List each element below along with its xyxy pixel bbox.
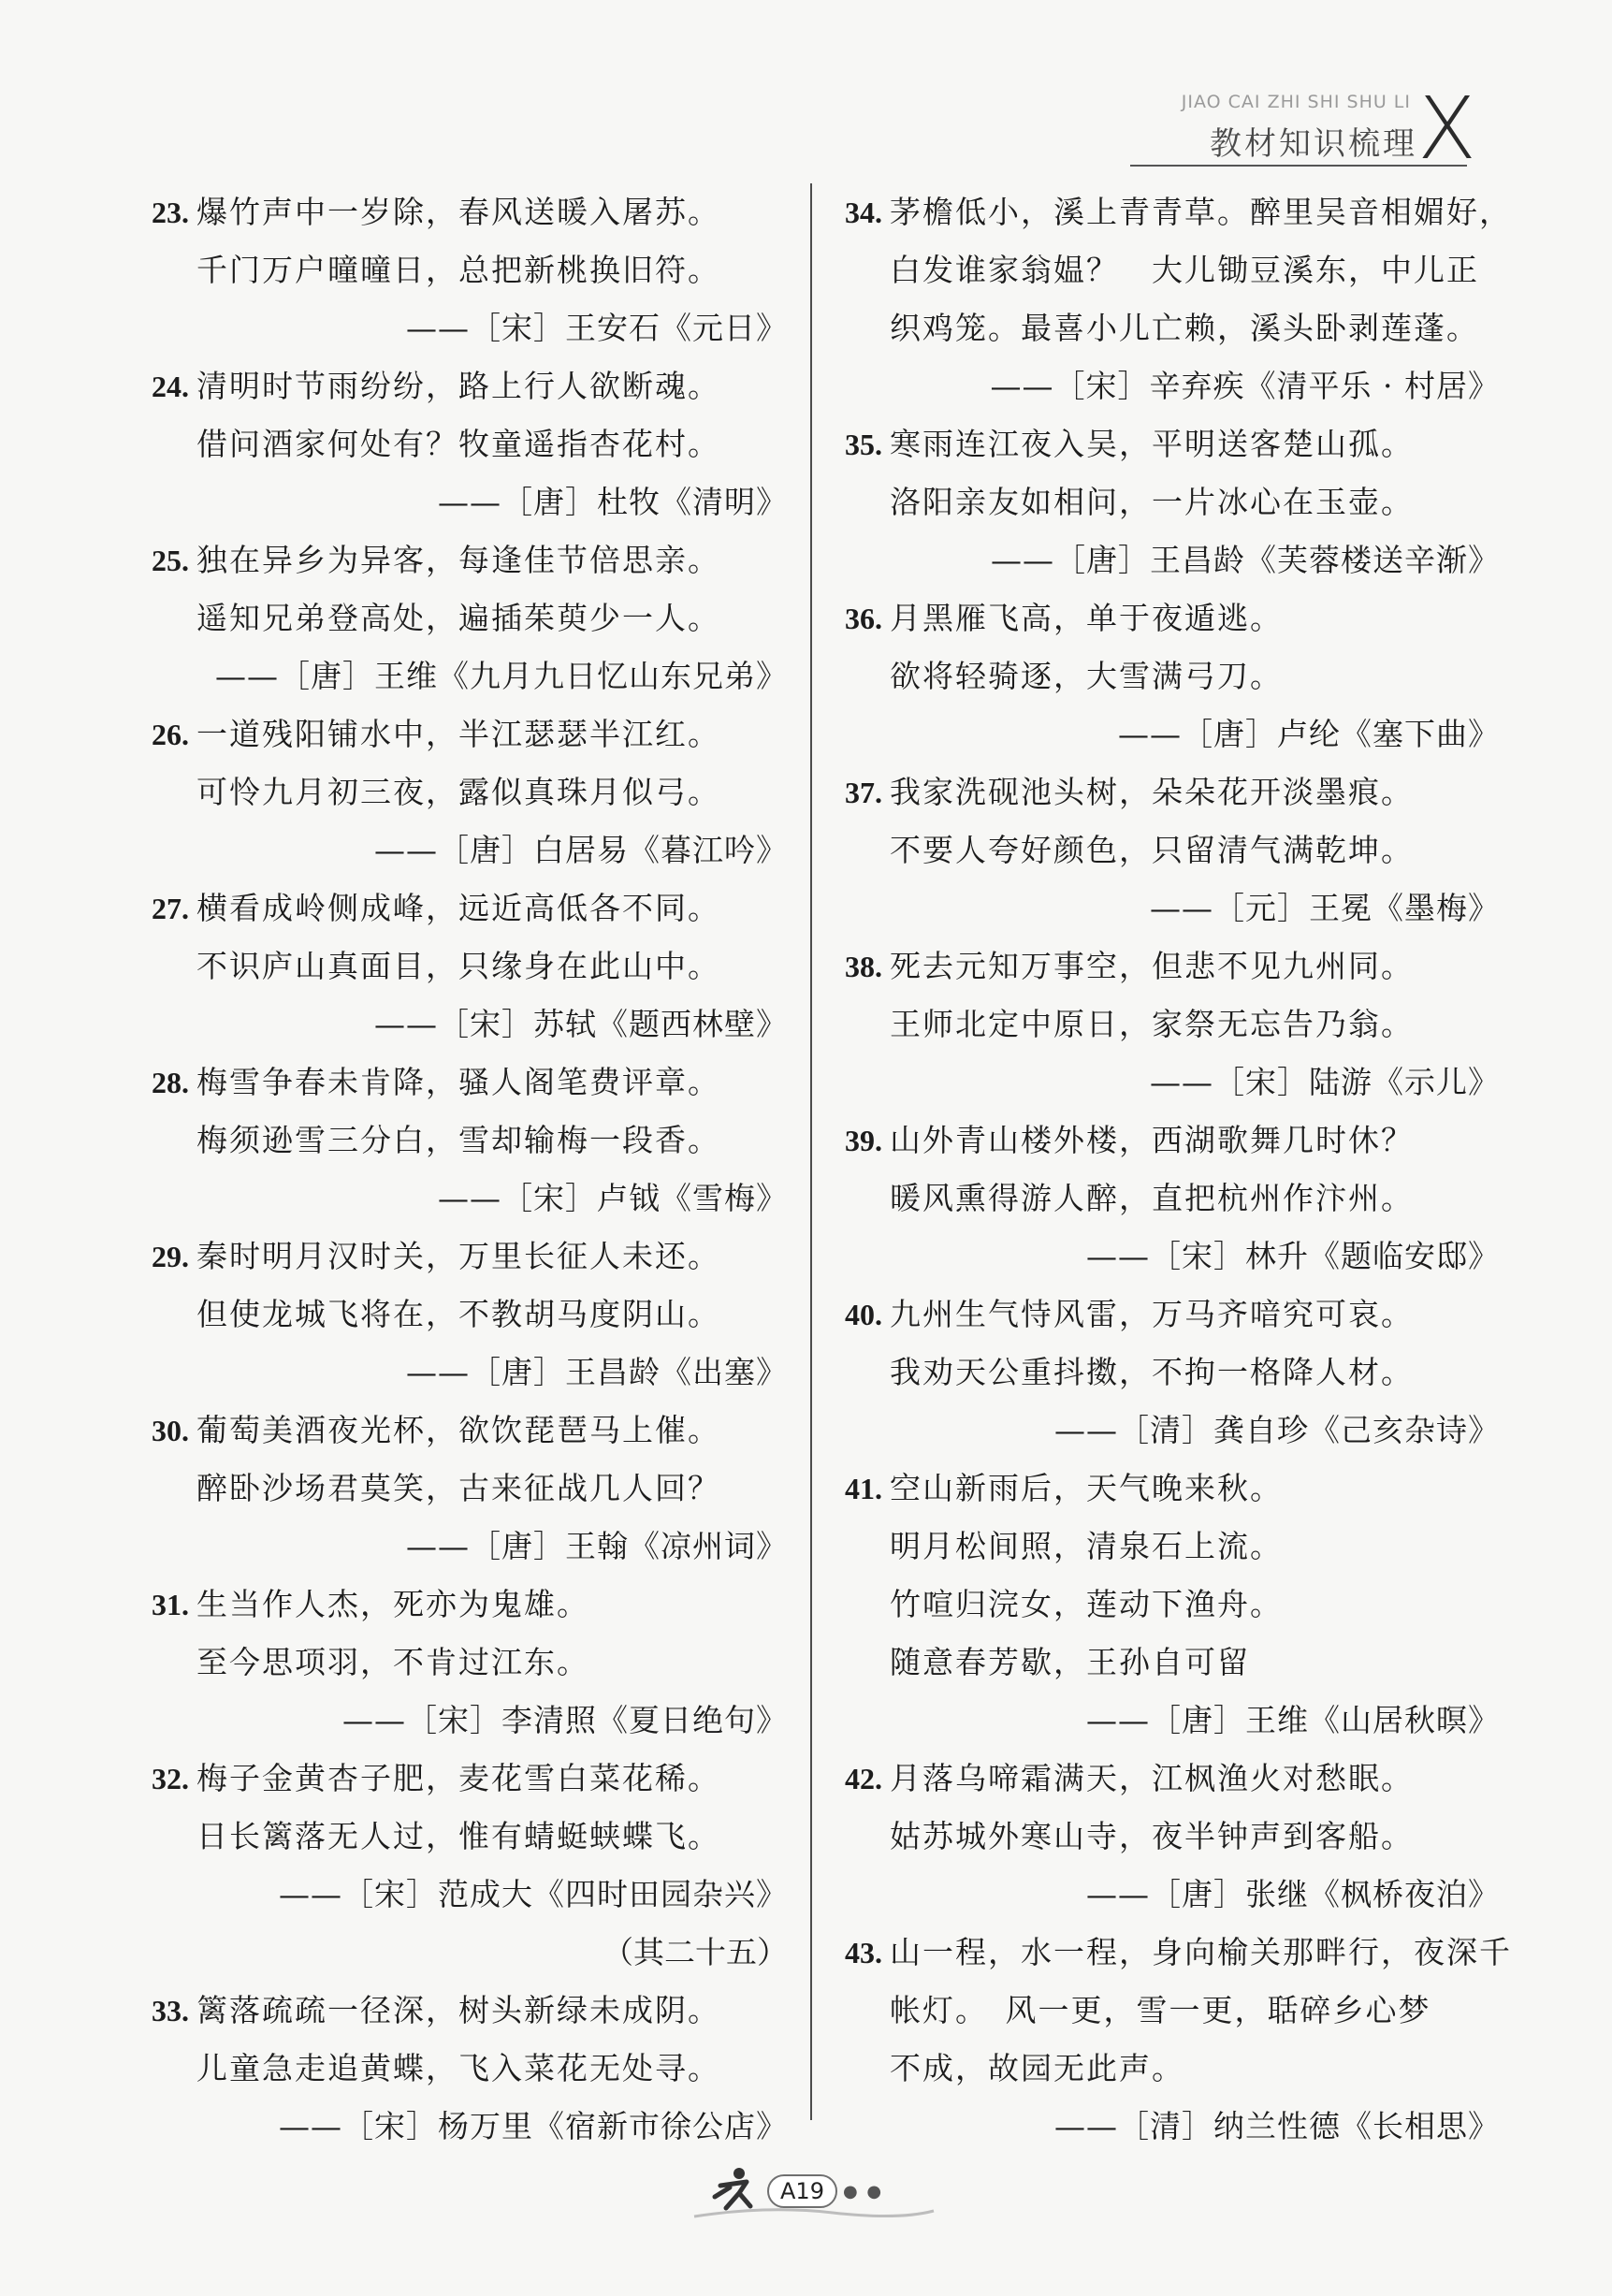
poem-entry bbox=[152, 1054, 788, 1228]
poem-entry bbox=[845, 1112, 1500, 1286]
poem-entry bbox=[845, 589, 1500, 763]
poem-entry bbox=[845, 415, 1500, 589]
poem-number: 38. bbox=[845, 950, 882, 983]
poem-number: 43. bbox=[845, 1936, 882, 1969]
poem-line-text: 至今思项羽，不肯过江东。 bbox=[196, 1644, 589, 1680]
poem-line-text: 我劝天公重抖擞，不拘一格降人材。 bbox=[890, 1354, 1414, 1390]
poem-line-text: 梅子金黄杏子肥，麦花雪白菜花稀。 bbox=[196, 1760, 720, 1796]
poem-line-text: 竹喧归浣女，莲动下渔舟。 bbox=[890, 1586, 1283, 1622]
poem-line bbox=[845, 1750, 1500, 1808]
poem-entry bbox=[152, 1228, 788, 1402]
poem-line-text: 不要人夸好颜色，只留清气满乾坤。 bbox=[890, 832, 1414, 868]
poem-line bbox=[845, 2040, 1500, 2098]
poem-attribution: ——［宋］范成大《四时田园杂兴》 bbox=[279, 1876, 788, 1912]
poem-line-text: 横看成岭侧成峰，远近高低各不同。 bbox=[196, 890, 720, 926]
poem-line bbox=[845, 299, 1500, 357]
poem-line-text: 月落乌啼霜满天，江枫渔火对愁眠。 bbox=[890, 1760, 1414, 1796]
poem-line bbox=[152, 705, 788, 763]
poem-line bbox=[845, 1518, 1500, 1576]
poem-line bbox=[845, 937, 1500, 995]
poem-attribution: ——［清］龚自珍《己亥杂诗》 bbox=[1054, 1412, 1500, 1448]
poem-line bbox=[845, 995, 1500, 1054]
poem-line bbox=[845, 1344, 1500, 1402]
poem-line bbox=[152, 1228, 788, 1286]
poem-line-text: 独在异乡为异客，每逢佳节倍思亲。 bbox=[196, 542, 720, 578]
poem-line-text: 可怜九月初三夜，露似真珠月似弓。 bbox=[196, 774, 720, 810]
poem-line bbox=[845, 1924, 1512, 1982]
footer-dots: ● ● bbox=[842, 2181, 884, 2202]
poem-line-text: 不识庐山真面目，只缘身在此山中。 bbox=[196, 948, 720, 984]
footer-swoosh bbox=[692, 2203, 936, 2222]
poem-number: 40. bbox=[845, 1298, 882, 1331]
poem-line bbox=[845, 1170, 1500, 1228]
poem-line-text: 葡萄美酒夜光杯，欲饮琵琶马上催。 bbox=[196, 1412, 720, 1448]
poem-line-text: 王师北定中原日，家祭无忘告乃翁。 bbox=[890, 1006, 1414, 1042]
poem-line-text: 寒雨连江夜入吴，平明送客楚山孤。 bbox=[890, 426, 1414, 462]
poem-attribution: ——［唐］张继《枫桥夜泊》 bbox=[1086, 1876, 1500, 1912]
poem-line bbox=[845, 1460, 1500, 1518]
poem-entry bbox=[152, 1982, 788, 2156]
poem-number: 35. bbox=[845, 428, 882, 461]
poem-line-text: 千门万户曈曈日，总把新桃换旧符。 bbox=[196, 252, 720, 288]
poem-line-text: 儿童急走追黄蝶，飞入菜花无处寻。 bbox=[196, 2050, 720, 2086]
poem-number: 28. bbox=[152, 1066, 189, 1099]
poem-attribution: ——［唐］白居易《暮江吟》 bbox=[374, 832, 788, 868]
header-section-letter: X bbox=[1416, 79, 1476, 179]
poem-line-text: 山外青山楼外楼，西湖歌舞几时休？ bbox=[890, 1122, 1414, 1158]
poem-line bbox=[845, 415, 1500, 473]
poem-entry bbox=[152, 183, 788, 357]
poem-line-text: 梅须逊雪三分白，雪却输梅一段香。 bbox=[196, 1122, 720, 1158]
poem-attribution: ——［宋］王安石《元日》 bbox=[406, 310, 788, 346]
poem-entry bbox=[152, 1576, 788, 1750]
poem-line-text: 遥知兄弟登高处，遍插茱萸少一人。 bbox=[196, 600, 720, 636]
poem-line bbox=[152, 531, 788, 589]
poem-line-text: 织鸡笼。最喜小儿亡赖，溪头卧剥莲蓬。 bbox=[890, 310, 1479, 346]
poem-line-text: 借问酒家何处有？牧童遥指杏花村。 bbox=[196, 426, 720, 462]
poem-line bbox=[845, 1808, 1500, 1866]
poem-line-text: 月黑雁飞高，单于夜遁逃。 bbox=[890, 600, 1283, 636]
poem-line-text: 帐灯。 风一更，雪一更，聒碎乡心梦 bbox=[890, 1992, 1431, 2028]
poem-line-text: 醉卧沙场君莫笑，古来征战几人回？ bbox=[196, 1470, 720, 1506]
page-number: A19 bbox=[767, 2174, 837, 2208]
poem-attribution: ——［宋］杨万里《宿新市徐公店》 bbox=[279, 2108, 788, 2144]
poem-attribution: ——［宋］陆游《示儿》 bbox=[1150, 1064, 1500, 1100]
poem-number: 42. bbox=[845, 1762, 882, 1795]
poem-line-text: 姑苏城外寒山寺，夜半钟声到客船。 bbox=[890, 1818, 1414, 1854]
poem-line-text: 篱落疏疏一径深，树头新绿未成阴。 bbox=[196, 1992, 720, 2028]
poem-line-text: 但使龙城飞将在，不教胡马度阴山。 bbox=[196, 1296, 720, 1332]
poem-number: 41. bbox=[845, 1472, 882, 1505]
poem-line-text: 明月松间照，清泉石上流。 bbox=[890, 1528, 1283, 1564]
poem-line bbox=[152, 357, 788, 415]
poem-number: 32. bbox=[152, 1762, 189, 1795]
left-column bbox=[152, 183, 788, 2156]
poem-line-text: 秦时明月汉时关，万里长征人未还。 bbox=[196, 1238, 720, 1274]
poem-attribution: ——［唐］王昌龄《出塞》 bbox=[406, 1354, 788, 1390]
poem-line bbox=[845, 183, 1512, 241]
poem-attribution: ——［宋］李清照《夏日绝句》 bbox=[342, 1702, 788, 1738]
poem-entry bbox=[845, 1286, 1500, 1460]
poem-note: （其二十五） bbox=[603, 1934, 788, 1970]
poem-line bbox=[152, 763, 788, 821]
poem-number: 29. bbox=[152, 1240, 189, 1273]
poem-number: 27. bbox=[152, 892, 189, 925]
poem-line-text: 随意春芳歇，王孙自可留 bbox=[890, 1644, 1250, 1680]
poem-line bbox=[845, 1112, 1500, 1170]
poem-attribution: ——［宋］卢钺《雪梅》 bbox=[438, 1180, 788, 1216]
poem-entry bbox=[152, 1750, 788, 1982]
poem-line bbox=[152, 2040, 788, 2098]
poem-line bbox=[152, 589, 788, 647]
poem-line-text: 九州生气恃风雷，万马齐喑究可哀。 bbox=[890, 1296, 1414, 1332]
poem-line-text: 我家洗砚池头树，朵朵花开淡墨痕。 bbox=[890, 774, 1414, 810]
poem-line bbox=[152, 415, 788, 473]
poem-number: 37. bbox=[845, 776, 882, 809]
poem-number: 24. bbox=[152, 370, 189, 403]
poem-entry bbox=[152, 357, 788, 531]
poem-line bbox=[845, 821, 1500, 879]
poem-line-text: 爆竹声中一岁除，春风送暖入屠苏。 bbox=[196, 194, 720, 230]
right-column bbox=[845, 183, 1512, 2156]
header-pinyin: JIAO CAI ZHI SHI SHU LI bbox=[1181, 92, 1411, 112]
poem-entry bbox=[152, 1402, 788, 1576]
poem-line bbox=[845, 763, 1500, 821]
poem-number: 33. bbox=[152, 1994, 189, 2027]
poem-line-text: 清明时节雨纷纷，路上行人欲断魂。 bbox=[196, 368, 720, 404]
poem-line bbox=[845, 1634, 1500, 1692]
poem-line bbox=[152, 1808, 788, 1866]
poem-line-text: 日长篱落无人过，惟有蜻蜓蛱蝶飞。 bbox=[196, 1818, 720, 1854]
poem-line bbox=[152, 879, 788, 937]
poem-line bbox=[845, 473, 1500, 531]
poem-entry bbox=[845, 937, 1500, 1112]
poem-entry bbox=[845, 1460, 1500, 1750]
poem-number: 30. bbox=[152, 1414, 189, 1447]
poem-line bbox=[152, 1634, 788, 1692]
poem-line bbox=[152, 241, 788, 299]
poem-line-text: 洛阳亲友如相问，一片冰心在玉壶。 bbox=[890, 484, 1414, 520]
poem-attribution: ——［唐］王翰《凉州词》 bbox=[406, 1528, 788, 1564]
poem-line-text: 山一程，水一程，身向榆关那畔行，夜深千 bbox=[890, 1934, 1512, 1970]
poem-line bbox=[152, 1054, 788, 1112]
poem-attribution: ——［唐］王维《九月九日忆山东兄弟》 bbox=[215, 658, 788, 694]
poem-entry bbox=[152, 531, 788, 705]
poem-attribution: ——［宋］辛弃疾《清平乐 · 村居》 bbox=[990, 368, 1500, 404]
poem-line-text: 不成，故园无此声。 bbox=[890, 2050, 1184, 2086]
poem-line bbox=[845, 1286, 1500, 1344]
poem-attribution: ——［唐］王昌龄《芙蓉楼送辛渐》 bbox=[991, 542, 1500, 578]
poem-entry bbox=[845, 1750, 1500, 1924]
poem-line-text: 死去元知万事空，但悲不见九州同。 bbox=[890, 948, 1414, 984]
poem-line bbox=[152, 1750, 788, 1808]
poem-line bbox=[845, 241, 1500, 299]
poem-entry bbox=[152, 705, 788, 879]
poem-number: 36. bbox=[845, 602, 882, 635]
poem-attribution: ——［唐］卢纶《塞下曲》 bbox=[1118, 716, 1500, 752]
poem-attribution: ——［宋］林升《题临安邸》 bbox=[1086, 1238, 1500, 1274]
poem-line-text: 白发谁家翁媪？ 大儿锄豆溪东，中儿正 bbox=[890, 252, 1479, 288]
poem-line bbox=[152, 1402, 788, 1460]
poem-line-text: 梅雪争春未肯降，骚人阁笔费评章。 bbox=[196, 1064, 720, 1100]
poem-line-text: 一道残阳铺水中，半江瑟瑟半江红。 bbox=[196, 716, 720, 752]
poem-line bbox=[845, 1576, 1500, 1634]
poem-line bbox=[152, 1982, 788, 2040]
poem-line bbox=[152, 183, 788, 241]
poem-line-text: 空山新雨后，天气晚来秋。 bbox=[890, 1470, 1283, 1506]
poem-attribution: ——［唐］杜牧《清明》 bbox=[438, 484, 788, 520]
poem-attribution: ——［元］王冕《墨梅》 bbox=[1150, 890, 1500, 926]
poem-line-text: 茅檐低小，溪上青青草。醉里吴音相媚好， bbox=[890, 194, 1512, 230]
poem-line bbox=[152, 1460, 788, 1518]
poem-number: 23. bbox=[152, 196, 189, 229]
poem-number: 31. bbox=[152, 1588, 189, 1621]
poem-line bbox=[152, 937, 788, 995]
poem-number: 34. bbox=[845, 196, 882, 229]
poem-attribution: ——［唐］王维《山居秋暝》 bbox=[1086, 1702, 1500, 1738]
poem-line bbox=[845, 647, 1500, 705]
poem-number: 39. bbox=[845, 1124, 882, 1157]
poem-attribution: ——［清］纳兰性德《长相思》 bbox=[1054, 2108, 1500, 2144]
poem-line bbox=[152, 1286, 788, 1344]
poem-line-text: 生当作人杰，死亦为鬼雄。 bbox=[196, 1586, 589, 1622]
poem-line bbox=[152, 1112, 788, 1170]
poem-attribution: ——［宋］苏轼《题西林壁》 bbox=[374, 1006, 788, 1042]
header-rule bbox=[1130, 165, 1467, 167]
poem-line-text: 暖风熏得游人醉，直把杭州作汴州。 bbox=[890, 1180, 1414, 1216]
column-divider bbox=[810, 183, 812, 2120]
poem-number: 25. bbox=[152, 544, 189, 577]
poem-entry bbox=[845, 1924, 1512, 2156]
poem-line bbox=[845, 589, 1500, 647]
header-title: 教材知识梳理 bbox=[1210, 125, 1417, 163]
poem-line-text: 欲将轻骑逐，大雪满弓刀。 bbox=[890, 658, 1283, 694]
poem-entry bbox=[845, 763, 1500, 937]
poem-number: 26. bbox=[152, 718, 189, 751]
poem-entry bbox=[845, 183, 1512, 415]
poem-entry bbox=[152, 879, 788, 1054]
poem-line bbox=[152, 1576, 788, 1634]
poem-line bbox=[845, 1982, 1500, 2040]
